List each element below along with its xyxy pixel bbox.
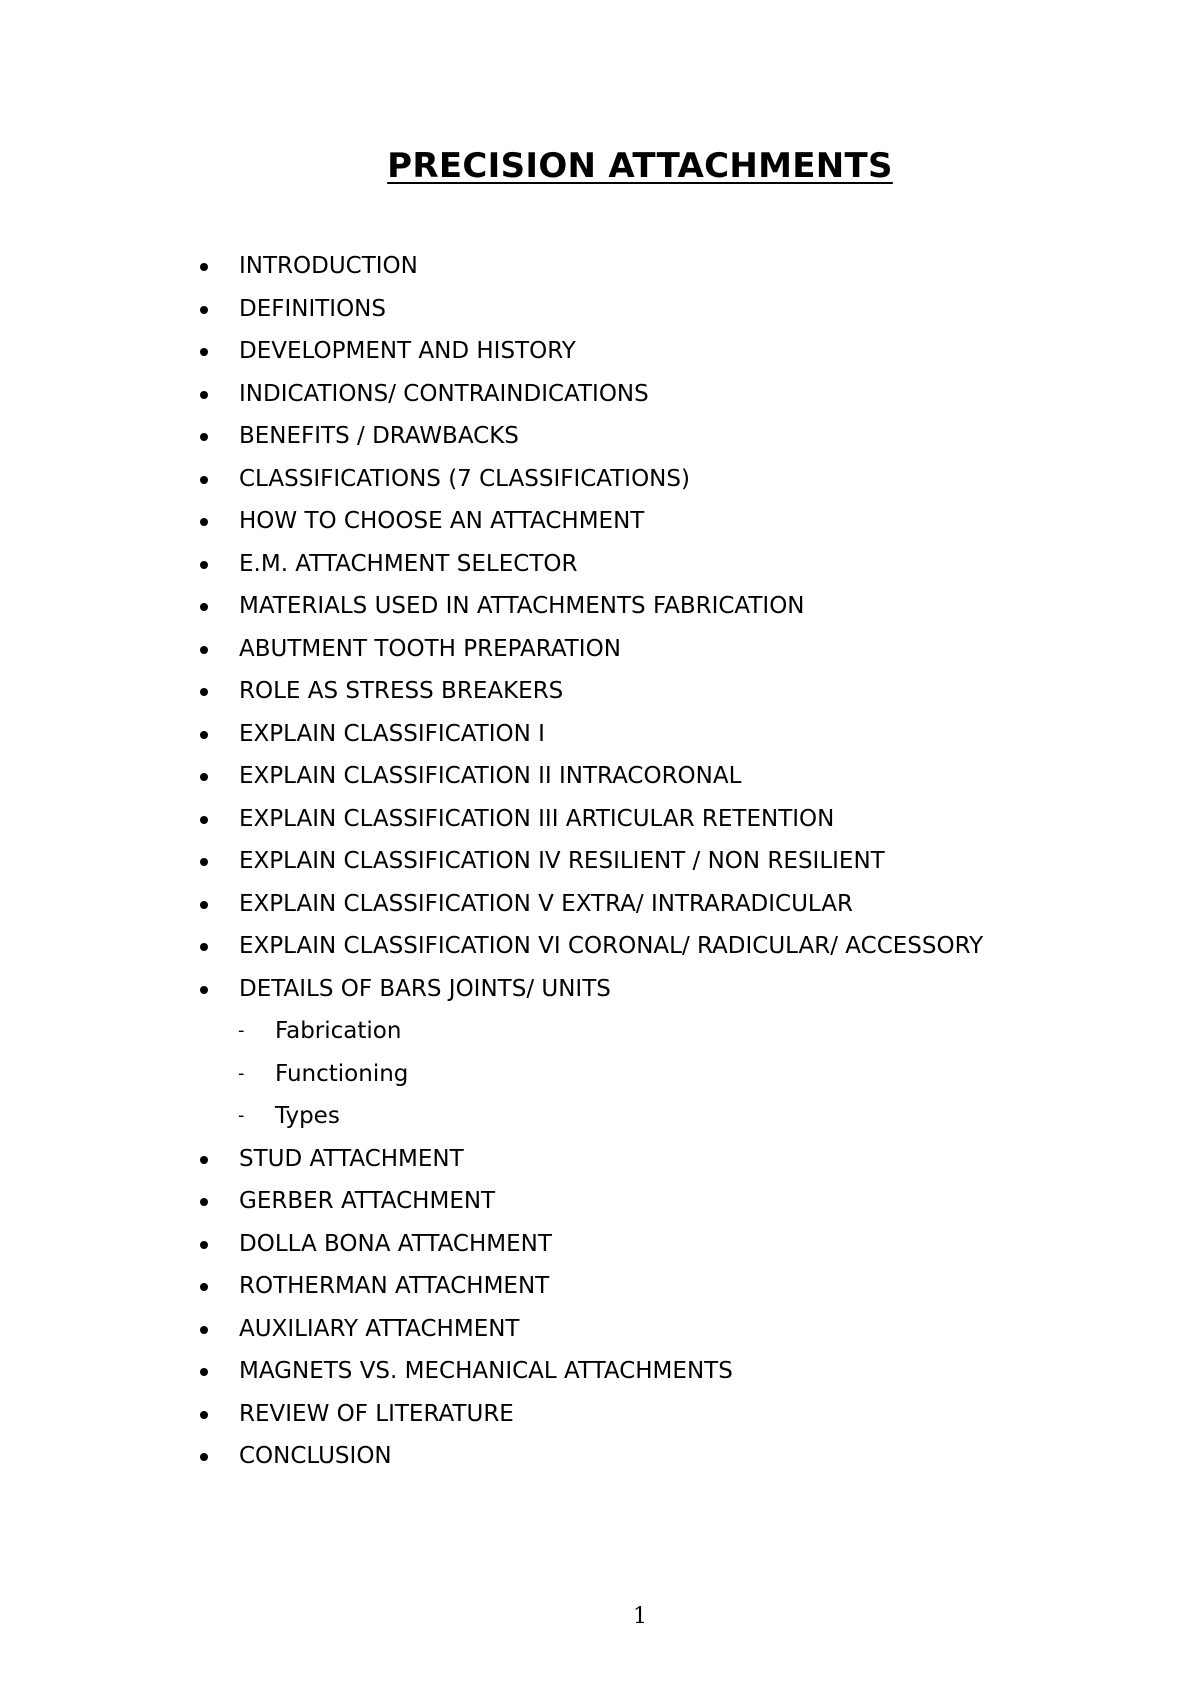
list-item [0, 1393, 1200, 1436]
sub-list-item-text: Functioning [275, 1060, 409, 1087]
bullet-icon [200, 1198, 208, 1206]
list-item-text: INDICATIONS/ CONTRAINDICATIONS [239, 380, 649, 407]
bullet-icon [200, 1411, 208, 1419]
list-item [0, 840, 1200, 883]
list-item-text: REVIEW OF LITERATURE [239, 1400, 514, 1427]
list-item [0, 1180, 1200, 1223]
list-item [0, 1138, 1200, 1181]
list-item [0, 500, 1200, 543]
list-item-text: BENEFITS / DRAWBACKS [239, 423, 519, 449]
bullet-icon [200, 1156, 208, 1164]
list-item [0, 373, 1200, 416]
list-item-text: CONCLUSION [239, 1443, 392, 1469]
dash-marker: - [238, 1062, 245, 1084]
list-item-text: MATERIALS USED IN ATTACHMENTS FABRICATION [239, 593, 805, 619]
list-item-text: EXPLAIN CLASSIFICATION III ARTICULAR RETENTION [239, 805, 835, 832]
bullet-icon [200, 348, 208, 356]
list-item [0, 968, 1200, 1011]
list-item-text: DETAILS OF BARS JOINTS/ UNITS [239, 975, 611, 1002]
list-item [0, 755, 1200, 798]
list-item-text: MAGNETS VS. MECHANICAL ATTACHMENTS [239, 1358, 733, 1384]
bullet-icon [200, 901, 208, 909]
list-item-text: ABUTMENT TOOTH PREPARATION [239, 635, 621, 662]
list-item [0, 585, 1200, 628]
list-item [0, 1435, 1200, 1478]
bullet-icon [200, 1453, 208, 1461]
list-item [0, 330, 1200, 373]
page-number: 1 [633, 1604, 647, 1629]
bullet-icon [200, 1241, 208, 1249]
list-item [0, 713, 1200, 756]
list-item-text: EXPLAIN CLASSIFICATION II INTRACORONAL [239, 763, 742, 789]
list-item-text: CLASSIFICATIONS (7 CLASSIFICATIONS) [239, 465, 690, 492]
list-item [0, 1265, 1200, 1308]
bullet-icon [200, 603, 208, 611]
bullet-icon [200, 476, 208, 484]
list-item-text: ROTHERMAN ATTACHMENT [239, 1273, 550, 1299]
list-item [0, 288, 1200, 331]
bullet-icon [200, 731, 208, 739]
list-item-text: EXPLAIN CLASSIFICATION VI CORONAL/ RADICULAR/ ACCESSORY [239, 933, 984, 959]
bullet-icon [200, 561, 208, 569]
bullet-icon [200, 943, 208, 951]
list-item [0, 1308, 1200, 1351]
list-item-text: INTRODUCTION [239, 253, 418, 279]
bullet-icon [200, 986, 208, 994]
bullet-icon [200, 1326, 208, 1334]
bullet-icon [200, 646, 208, 654]
list-item [0, 670, 1200, 713]
list-item-text: AUXILIARY ATTACHMENT [239, 1315, 520, 1342]
list-item [0, 628, 1200, 671]
list-item [0, 458, 1200, 501]
page-title: PRECISION ATTACHMENTS [387, 146, 893, 186]
sub-list-item-text: Fabrication [275, 1018, 402, 1044]
bullet-icon [200, 518, 208, 526]
list-item-text: EXPLAIN CLASSIFICATION IV RESILIENT / NON RESILIENT [239, 848, 885, 874]
bullet-icon [200, 433, 208, 441]
list-item [0, 798, 1200, 841]
list-item [0, 925, 1200, 968]
bullet-icon [200, 858, 208, 866]
sub-list-item [0, 1053, 1200, 1096]
list-item-text: GERBER ATTACHMENT [239, 1188, 496, 1214]
list-item-text: E.M. ATTACHMENT SELECTOR [239, 550, 578, 577]
sub-list-item [0, 1095, 1200, 1138]
list-item [0, 1223, 1200, 1266]
bullet-icon [200, 773, 208, 781]
bullet-icon [200, 1368, 208, 1376]
sub-list-item-text: Types [275, 1103, 340, 1129]
list-item-text: HOW TO CHOOSE AN ATTACHMENT [239, 508, 645, 534]
bullet-icon [200, 391, 208, 399]
list-item [0, 543, 1200, 586]
dash-marker: - [238, 1105, 245, 1126]
list-item-text: ROLE AS STRESS BREAKERS [239, 678, 564, 704]
list-item [0, 883, 1200, 926]
bullet-icon [200, 263, 208, 271]
list-item-text: DEVELOPMENT AND HISTORY [239, 338, 576, 364]
bullet-icon [200, 1283, 208, 1291]
list-item [0, 415, 1200, 458]
dash-marker: - [238, 1020, 245, 1041]
list-item-text: DEFINITIONS [239, 295, 386, 322]
bullet-icon [200, 816, 208, 824]
bullet-icon [200, 688, 208, 696]
bullet-icon [200, 306, 208, 314]
list-item-text: EXPLAIN CLASSIFICATION V EXTRA/ INTRARADICULAR [239, 890, 853, 917]
list-item-text: STUD ATTACHMENT [239, 1145, 464, 1172]
list-item [0, 1350, 1200, 1393]
list-item [0, 245, 1200, 288]
list-item-text: DOLLA BONA ATTACHMENT [239, 1230, 552, 1257]
list-item-text: EXPLAIN CLASSIFICATION I [239, 720, 545, 747]
sub-list-item [0, 1010, 1200, 1053]
contents-list [0, 245, 1200, 1478]
